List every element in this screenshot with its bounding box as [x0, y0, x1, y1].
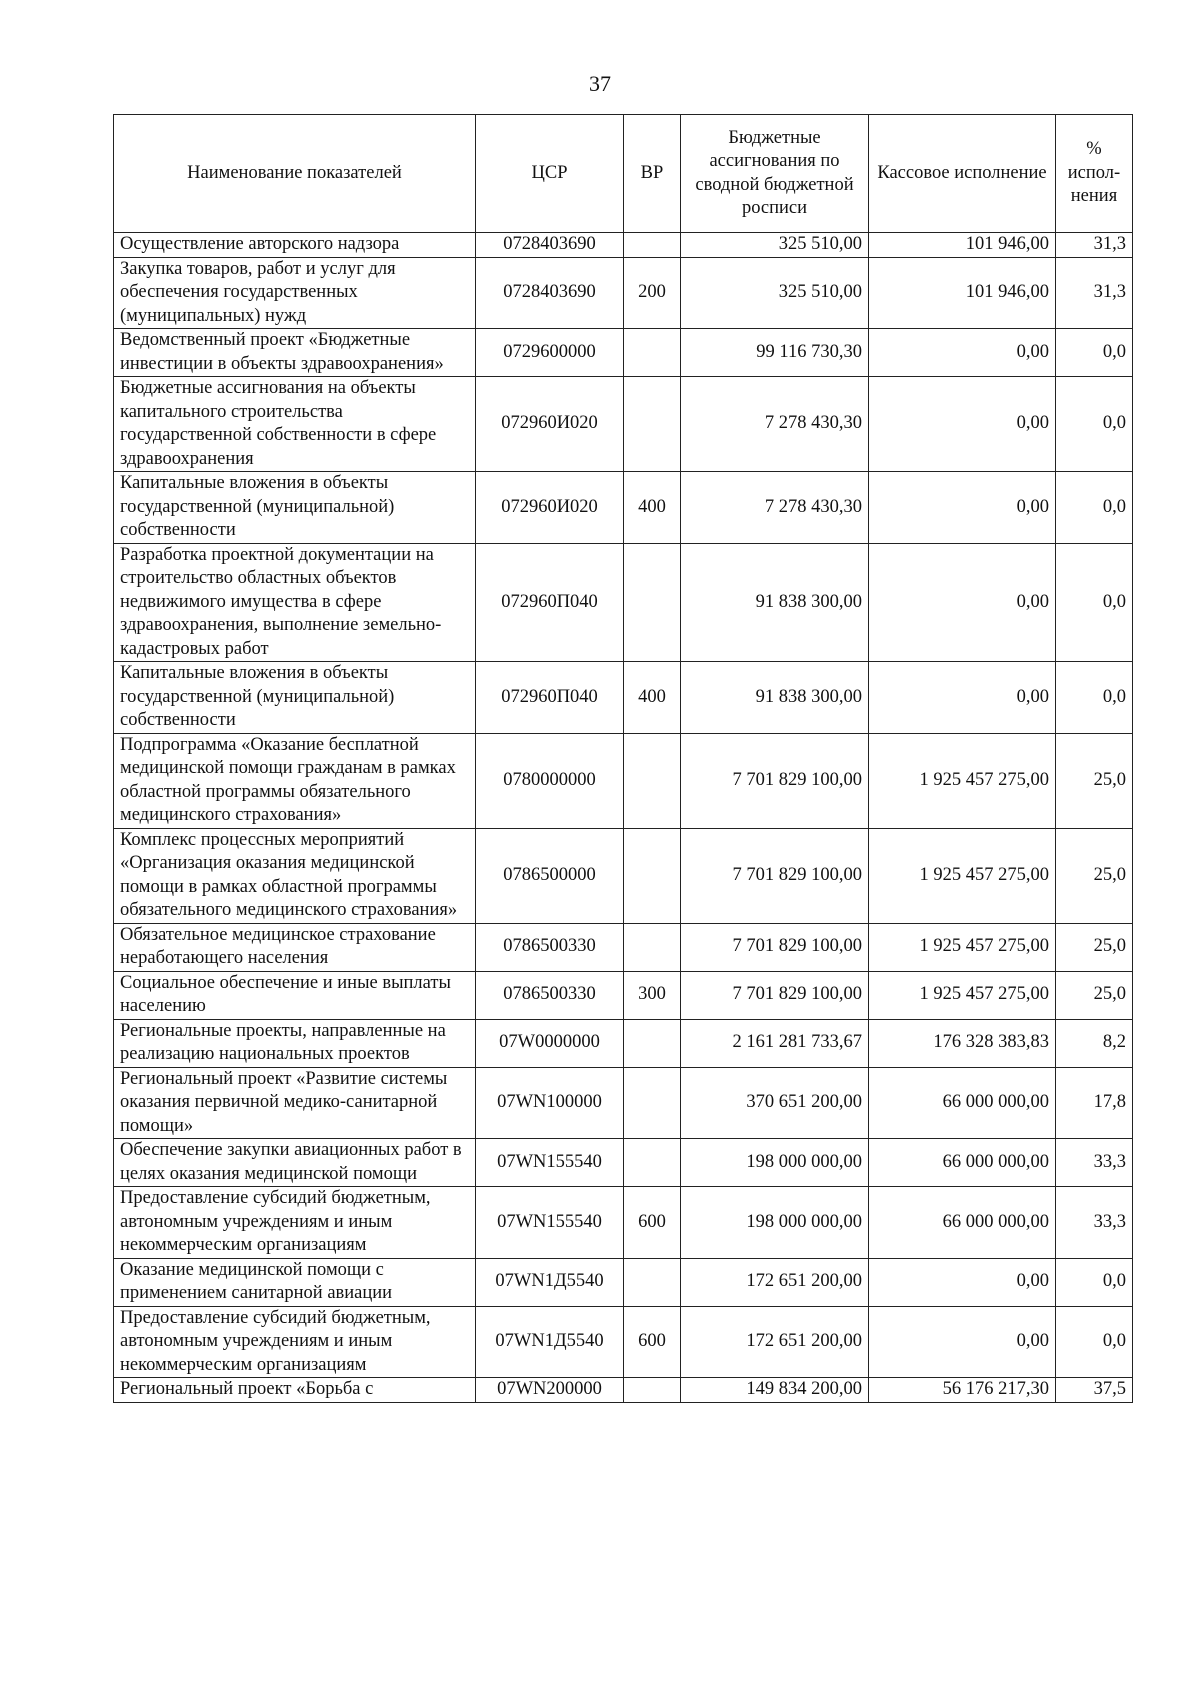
cell-vr: 300	[624, 971, 681, 1019]
table-row	[114, 1187, 1133, 1259]
cell-vr	[624, 233, 681, 258]
cell-csr: 07WN100000	[476, 1067, 624, 1139]
cell-cash: 0,00	[869, 1258, 1056, 1306]
cell-cash: 66 000 000,00	[869, 1139, 1056, 1187]
cell-vr	[624, 377, 681, 472]
cell-vr	[624, 1378, 681, 1403]
cell-csr: 0786500000	[476, 828, 624, 923]
table-row	[114, 377, 1133, 472]
table-row	[114, 1019, 1133, 1067]
cell-name: Капитальные вложения в объекты государственной (муниципальной) собственности	[114, 662, 476, 734]
cell-percent: 25,0	[1056, 923, 1133, 971]
cell-vr: 200	[624, 257, 681, 329]
cell-csr: 072960И020	[476, 377, 624, 472]
cell-name: Региональный проект «Развитие системы оказания первичной медико-санитарной помощи»	[114, 1067, 476, 1139]
cell-vr	[624, 329, 681, 377]
cell-name: Осуществление авторского надзора	[114, 233, 476, 258]
cell-budget: 7 701 829 100,00	[681, 971, 869, 1019]
table-row	[114, 733, 1133, 828]
cell-name: Оказание медицинской помощи с применением санитарной авиации	[114, 1258, 476, 1306]
cell-percent: 8,2	[1056, 1019, 1133, 1067]
cell-cash: 0,00	[869, 543, 1056, 662]
cell-cash: 0,00	[869, 1306, 1056, 1378]
cell-name: Предоставление субсидий бюджетным, автономным учреждениям и иным некоммерческим организациям	[114, 1306, 476, 1378]
table-row	[114, 923, 1133, 971]
cell-csr: 07WN1Д5540	[476, 1306, 624, 1378]
cell-cash: 101 946,00	[869, 233, 1056, 258]
table-body	[114, 233, 1133, 1403]
cell-budget: 7 701 829 100,00	[681, 923, 869, 971]
cell-percent: 33,3	[1056, 1139, 1133, 1187]
cell-percent: 25,0	[1056, 971, 1133, 1019]
cell-budget: 325 510,00	[681, 257, 869, 329]
cell-budget: 172 651 200,00	[681, 1306, 869, 1378]
cell-name: Региональный проект «Борьба с	[114, 1378, 476, 1403]
table-header-row	[114, 115, 1133, 233]
cell-csr: 07WN200000	[476, 1378, 624, 1403]
cell-name: Обеспечение закупки авиационных работ в целях оказания медицинской помощи	[114, 1139, 476, 1187]
cell-csr: 07WN155540	[476, 1139, 624, 1187]
table-row	[114, 828, 1133, 923]
cell-name: Закупка товаров, работ и услуг для обеспечения государственных (муниципальных) нужд	[114, 257, 476, 329]
cell-name: Бюджетные ассигнования на объекты капитального строительства государственной собственности в сфере здравоохранения	[114, 377, 476, 472]
cell-vr	[624, 733, 681, 828]
page-number: 37	[589, 71, 611, 96]
header-csr: ЦСР	[476, 115, 624, 233]
cell-cash: 0,00	[869, 329, 1056, 377]
cell-csr: 07W0000000	[476, 1019, 624, 1067]
table-row	[114, 329, 1133, 377]
table-row	[114, 1258, 1133, 1306]
cell-cash: 56 176 217,30	[869, 1378, 1056, 1403]
cell-budget: 91 838 300,00	[681, 662, 869, 734]
cell-csr: 0786500330	[476, 923, 624, 971]
cell-cash: 0,00	[869, 472, 1056, 544]
cell-budget: 198 000 000,00	[681, 1187, 869, 1259]
cell-csr: 072960П040	[476, 543, 624, 662]
table-row	[114, 233, 1133, 258]
cell-name: Разработка проектной документации на строительство областных объектов недвижимого имущества в сфере здравоохранения, выполнение земельно-кадастровых работ	[114, 543, 476, 662]
header-cash: Кассовое исполнение	[869, 115, 1056, 233]
cell-cash: 1 925 457 275,00	[869, 733, 1056, 828]
table-row	[114, 1378, 1133, 1403]
cell-budget: 7 701 829 100,00	[681, 733, 869, 828]
cell-name: Подпрограмма «Оказание бесплатной медицинской помощи гражданам в рамках областной программы обязательного медицинского страхования»	[114, 733, 476, 828]
cell-name: Обязательное медицинское страхование неработающего населения	[114, 923, 476, 971]
table-row	[114, 662, 1133, 734]
header-percent: % испол-нения	[1056, 115, 1133, 233]
header-budget: Бюджетные ассигнования по сводной бюджетной росписи	[681, 115, 869, 233]
table-row	[114, 257, 1133, 329]
cell-vr	[624, 1019, 681, 1067]
cell-percent: 25,0	[1056, 828, 1133, 923]
cell-budget: 7 701 829 100,00	[681, 828, 869, 923]
cell-cash: 176 328 383,83	[869, 1019, 1056, 1067]
cell-vr	[624, 1067, 681, 1139]
cell-name: Комплекс процессных мероприятий «Организация оказания медицинской помощи в рамках областной программы обязательного медицинского страхования»	[114, 828, 476, 923]
cell-budget: 7 278 430,30	[681, 377, 869, 472]
cell-csr: 0728403690	[476, 233, 624, 258]
budget-execution-table	[113, 114, 1133, 1403]
cell-csr: 0786500330	[476, 971, 624, 1019]
cell-percent: 0,0	[1056, 472, 1133, 544]
cell-percent: 33,3	[1056, 1187, 1133, 1259]
cell-csr: 07WN1Д5540	[476, 1258, 624, 1306]
header-vr: ВР	[624, 115, 681, 233]
cell-cash: 1 925 457 275,00	[869, 923, 1056, 971]
table-row	[114, 543, 1133, 662]
cell-budget: 325 510,00	[681, 233, 869, 258]
cell-percent: 0,0	[1056, 377, 1133, 472]
cell-cash: 101 946,00	[869, 257, 1056, 329]
table-row	[114, 1306, 1133, 1378]
cell-vr: 400	[624, 662, 681, 734]
cell-cash: 1 925 457 275,00	[869, 971, 1056, 1019]
table-row	[114, 1067, 1133, 1139]
cell-csr: 0729600000	[476, 329, 624, 377]
cell-percent: 0,0	[1056, 543, 1133, 662]
cell-percent: 0,0	[1056, 329, 1133, 377]
cell-cash: 66 000 000,00	[869, 1187, 1056, 1259]
cell-percent: 25,0	[1056, 733, 1133, 828]
cell-cash: 1 925 457 275,00	[869, 828, 1056, 923]
cell-name: Региональные проекты, направленные на реализацию национальных проектов	[114, 1019, 476, 1067]
table-row	[114, 472, 1133, 544]
cell-budget: 2 161 281 733,67	[681, 1019, 869, 1067]
cell-vr: 600	[624, 1187, 681, 1259]
cell-name: Ведомственный проект «Бюджетные инвестиции в объекты здравоохранения»	[114, 329, 476, 377]
cell-vr	[624, 1139, 681, 1187]
cell-budget: 99 116 730,30	[681, 329, 869, 377]
cell-csr: 072960П040	[476, 662, 624, 734]
cell-budget: 370 651 200,00	[681, 1067, 869, 1139]
cell-name: Капитальные вложения в объекты государственной (муниципальной) собственности	[114, 472, 476, 544]
cell-budget: 172 651 200,00	[681, 1258, 869, 1306]
cell-csr: 0728403690	[476, 257, 624, 329]
cell-vr: 600	[624, 1306, 681, 1378]
cell-cash: 0,00	[869, 377, 1056, 472]
cell-percent: 31,3	[1056, 233, 1133, 258]
cell-vr	[624, 1258, 681, 1306]
cell-percent: 17,8	[1056, 1067, 1133, 1139]
cell-vr	[624, 828, 681, 923]
cell-name: Предоставление субсидий бюджетным, автономным учреждениям и иным некоммерческим организациям	[114, 1187, 476, 1259]
cell-percent: 0,0	[1056, 1306, 1133, 1378]
cell-cash: 0,00	[869, 662, 1056, 734]
cell-vr: 400	[624, 472, 681, 544]
cell-cash: 66 000 000,00	[869, 1067, 1056, 1139]
cell-percent: 0,0	[1056, 1258, 1133, 1306]
cell-budget: 198 000 000,00	[681, 1139, 869, 1187]
cell-percent: 0,0	[1056, 662, 1133, 734]
table-row	[114, 971, 1133, 1019]
cell-percent: 31,3	[1056, 257, 1133, 329]
cell-csr: 072960И020	[476, 472, 624, 544]
cell-vr	[624, 543, 681, 662]
header-name: Наименование показателей	[114, 115, 476, 233]
cell-name: Социальное обеспечение и иные выплаты населению	[114, 971, 476, 1019]
cell-budget: 91 838 300,00	[681, 543, 869, 662]
table-row	[114, 1139, 1133, 1187]
cell-vr	[624, 923, 681, 971]
cell-budget: 149 834 200,00	[681, 1378, 869, 1403]
cell-csr: 07WN155540	[476, 1187, 624, 1259]
cell-budget: 7 278 430,30	[681, 472, 869, 544]
cell-percent: 37,5	[1056, 1378, 1133, 1403]
cell-csr: 0780000000	[476, 733, 624, 828]
